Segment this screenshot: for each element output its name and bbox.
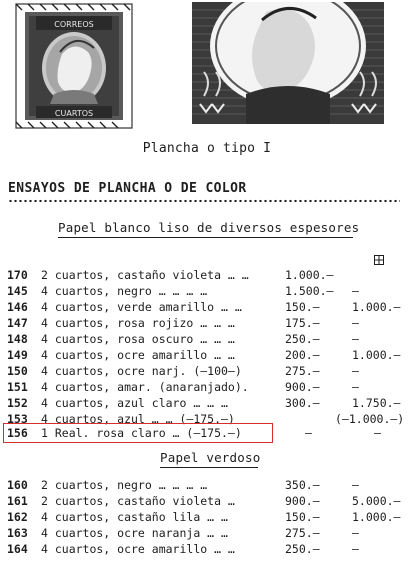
price-unused: 175.— <box>285 316 320 330</box>
price-block: 1.000.— <box>352 348 401 362</box>
table-row <box>0 315 414 331</box>
price-unused: 275.— <box>285 364 320 378</box>
price-unused: 900.— <box>285 494 320 508</box>
price-unused: 150.— <box>285 510 320 524</box>
svg-text:CUARTOS: CUARTOS <box>54 109 94 118</box>
table-row <box>0 525 414 541</box>
price-unused: 250.— <box>285 542 320 556</box>
stamp-image <box>14 2 134 130</box>
price-unused: 200.— <box>285 348 320 362</box>
section-title: ENSAYOS DE PLANCHA O DE COLOR <box>8 181 247 196</box>
stamp-description: 4 cuartos, verde amarillo … … <box>41 300 242 314</box>
catalog-number: 145 <box>7 284 28 298</box>
group-heading-green-paper: Papel verdoso <box>160 450 261 465</box>
stamp-description: 4 cuartos, azul claro … … … <box>41 396 228 410</box>
table-row <box>0 493 414 509</box>
price-unused: — <box>305 426 312 440</box>
stamp-description: 4 cuartos, rosa oscuro … … … <box>41 332 235 346</box>
table-row-highlighted <box>0 425 414 441</box>
catalog-number: 161 <box>7 494 28 508</box>
price-block: — <box>352 542 359 556</box>
price-unused: 300.— <box>285 396 320 410</box>
stamp-detail-image <box>186 2 390 124</box>
catalog-number: 149 <box>7 348 28 362</box>
catalog-number: 162 <box>7 510 28 524</box>
stamp-description: 1 Real. rosa claro … (—175.—) <box>41 426 242 440</box>
price-block: — <box>352 380 359 394</box>
table-row <box>0 363 414 379</box>
stamp-description: 2 cuartos, negro … … … … <box>41 478 208 492</box>
price-block: 1.000.— <box>352 300 401 314</box>
price-block: — <box>352 332 359 346</box>
stamp-description: 2 cuartos, castaño violeta … <box>41 494 235 508</box>
catalog-number: 147 <box>7 316 28 330</box>
stamp-description: 4 cuartos, amar. (anaranjado). <box>41 380 249 394</box>
stamp-description: 4 cuartos, ocre amarillo … … <box>41 348 235 362</box>
grid-square-icon <box>374 255 384 265</box>
table-row <box>0 477 414 493</box>
table-row <box>0 347 414 363</box>
dotted-divider <box>8 199 400 203</box>
price-unused: 250.— <box>285 332 320 346</box>
table-row <box>0 267 414 283</box>
catalog-number: 153 <box>7 412 28 426</box>
group-heading-white-paper: Papel blanco liso de diversos espesores <box>58 220 360 235</box>
price-block: 1.750.— <box>352 396 401 410</box>
price-block: — <box>352 284 359 298</box>
stamp-description: 4 cuartos, ocre naranja … … <box>41 526 228 540</box>
price-unused: 1.000.— <box>285 268 334 282</box>
price-block: (—1.000.—) <box>335 412 405 426</box>
table-row <box>0 379 414 395</box>
price-block: 1.000.— <box>352 510 401 524</box>
catalog-number: 163 <box>7 526 28 540</box>
price-block: — <box>352 526 359 540</box>
stamp-description: 4 cuartos, negro … … … … <box>41 284 208 298</box>
price-unused: 275.— <box>285 526 320 540</box>
stamp-description: 4 cuartos, castaño lila … … <box>41 510 228 524</box>
price-unused: 150.— <box>285 300 320 314</box>
table-row <box>0 395 414 411</box>
stamp-description: 4 cuartos, azul … … (—175.—) <box>41 412 235 426</box>
svg-text:CORREOS: CORREOS <box>54 20 94 29</box>
price-block: — <box>374 426 381 440</box>
stamp-description: 4 cuartos, ocre amarillo … … <box>41 542 235 556</box>
price-block: — <box>352 316 359 330</box>
stamp-description: 2 cuartos, castaño violeta … … <box>41 268 249 282</box>
stamp-description: 4 cuartos, rosa rojizo … … … <box>41 316 235 330</box>
price-unused: 900.— <box>285 380 320 394</box>
catalog-number: 152 <box>7 396 28 410</box>
catalog-number: 164 <box>7 542 28 556</box>
price-unused: 350.— <box>285 478 320 492</box>
catalog-number: 170 <box>7 268 28 282</box>
table-row <box>0 541 414 557</box>
price-block: — <box>352 364 359 378</box>
heading-underline <box>58 237 353 238</box>
price-unused: 1.500.— <box>285 284 334 298</box>
catalog-number: 156 <box>7 426 28 440</box>
catalog-number: 146 <box>7 300 28 314</box>
catalog-number: 160 <box>7 478 28 492</box>
price-block: — <box>352 478 359 492</box>
stamp-description: 4 cuartos, ocre narj. (—100—) <box>41 364 242 378</box>
table-row <box>0 331 414 347</box>
table-row <box>0 283 414 299</box>
catalog-number: 151 <box>7 380 28 394</box>
heading-underline <box>160 467 258 468</box>
catalog-number: 148 <box>7 332 28 346</box>
price-block: 5.000.— <box>352 494 401 508</box>
figure-caption: Plancha o tipo I <box>142 141 272 156</box>
table-row <box>0 509 414 525</box>
table-row <box>0 299 414 315</box>
catalog-number: 150 <box>7 364 28 378</box>
